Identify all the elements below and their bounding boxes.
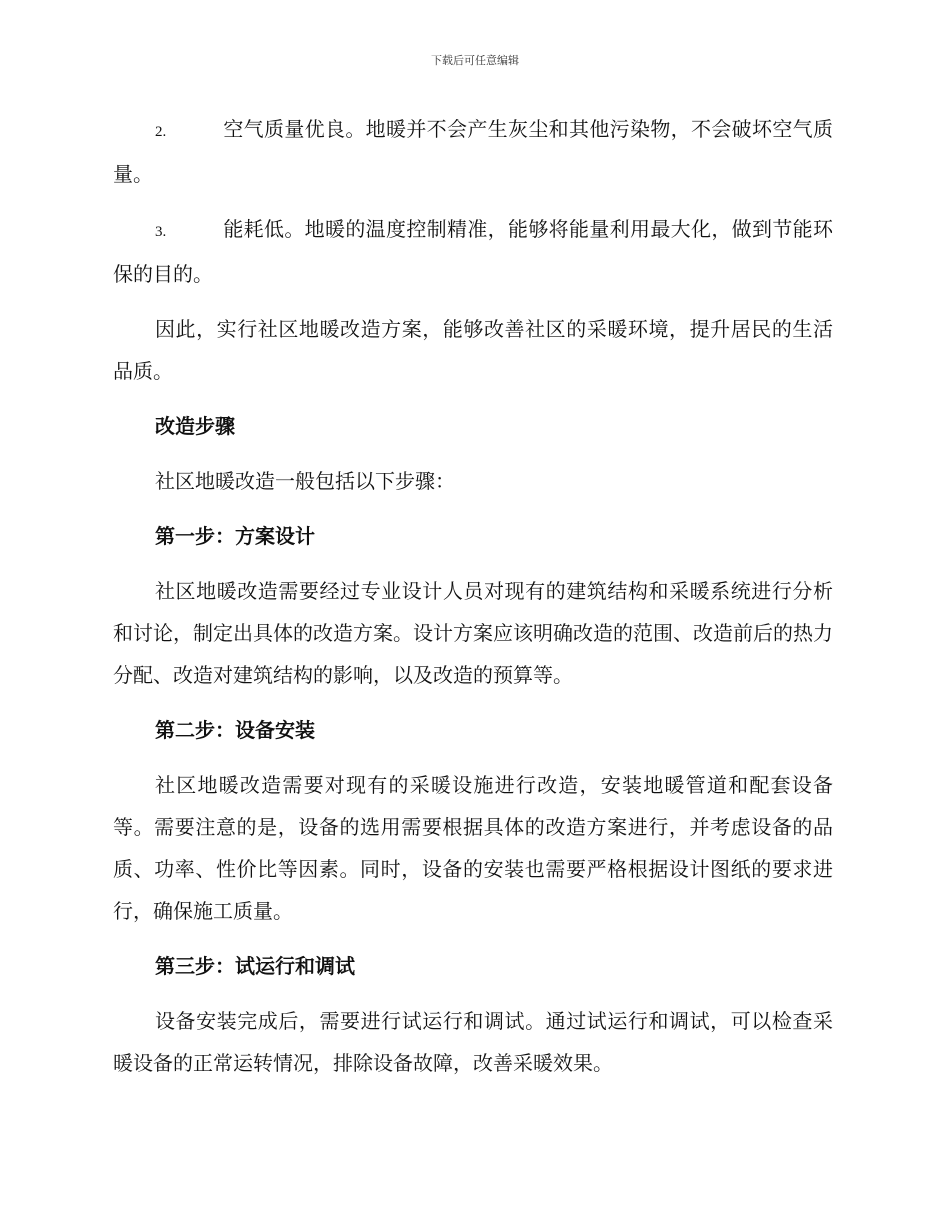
list-item-number: 2. xyxy=(155,124,167,140)
step-heading: 第三步：试运行和调试 xyxy=(155,954,355,978)
step-heading: 第一步：方案设计 xyxy=(155,524,315,548)
list-item-number: 3. xyxy=(155,224,167,240)
list-item-text: 空气质量优良。地暖并不会产生灰尘和其他污染物，不会破坏空气质量。 xyxy=(113,117,833,186)
conclusion-paragraph: 因此，实行社区地暖改造方案，能够改善社区的采暖环境，提升居民的生活品质。 xyxy=(113,317,833,383)
section-title: 改造步骤 xyxy=(155,414,235,438)
step-body: 社区地暖改造需要对现有的采暖设施进行改造，安装地暖管道和配套设备等。需要注意的是，设备的选用需要根据具体的改造方案进行，并考虑设备的品质、功率、性价比等因素。同时，设备的安装也需要严格根据设计图纸的要求进行，确保施工质量。 xyxy=(113,773,833,923)
page-header: 下载后可任意编辑 xyxy=(431,54,519,67)
document-body xyxy=(113,108,833,1097)
step-body: 设备安装完成后，需要进行试运行和调试。通过试运行和调试，可以检查采暖设备的正常运转情况，排除设备故障，改善采暖效果。 xyxy=(113,1009,833,1075)
step-heading: 第二步：设备安装 xyxy=(155,718,315,742)
list-item xyxy=(113,108,833,195)
list-item-text: 能耗低。地暖的温度控制精准，能够将能量利用最大化，做到节能环保的目的。 xyxy=(113,217,833,286)
intro-paragraph: 社区地暖改造一般包括以下步骤： xyxy=(155,469,455,493)
step-body: 社区地暖改造需要经过专业设计人员对现有的建筑结构和采暖系统进行分析和讨论，制定出具体的改造方案。设计方案应该明确改造的范围、改造前后的热力分配、改造对建筑结构的影响，以及改造的预算等。 xyxy=(113,579,833,687)
list-item xyxy=(113,208,833,295)
